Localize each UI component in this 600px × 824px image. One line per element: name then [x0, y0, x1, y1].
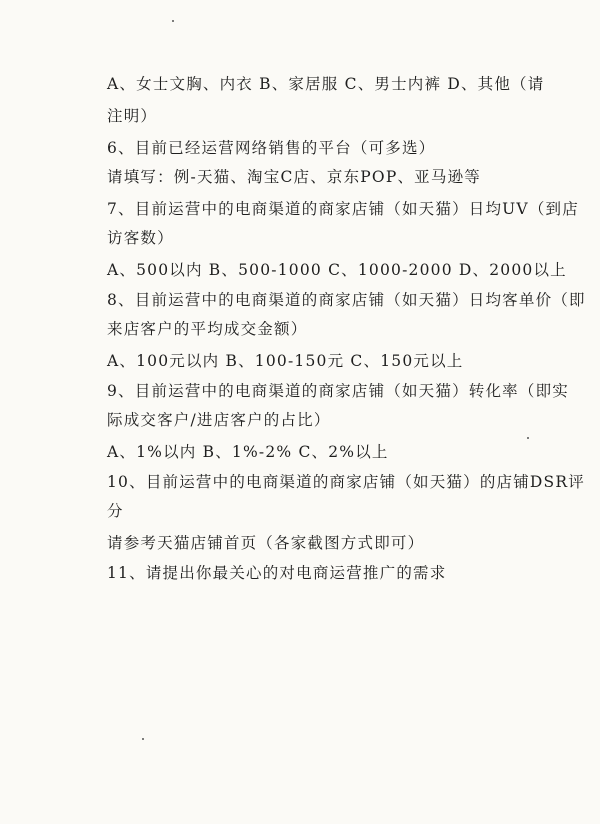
options-q7: A、500以内 B、500-1000 C、1000-2000 D、2000以上: [107, 261, 567, 279]
question-9-cont: 际成交客户/进店客户的占比）: [107, 411, 331, 429]
instruction-q10: 请参考天猫店铺首页（各家截图方式即可）: [107, 534, 425, 552]
option-line-q5: A、女士文胸、内衣 B、家居服 C、男士内裤 D、其他（请: [107, 75, 545, 93]
option-line-q5-cont: 注明）: [107, 107, 158, 125]
question-10-cont: 分: [107, 502, 124, 520]
question-9: 9、目前运营中的电商渠道的商家店铺（如天猫）转化率（即实: [107, 382, 569, 400]
options-q9: A、1%以内 B、1%-2% C、2%以上: [107, 443, 389, 461]
scan-speck: [527, 437, 529, 439]
scan-speck: [172, 20, 174, 22]
question-11: 11、请提出你最关心的对电商运营推广的需求: [107, 564, 447, 582]
question-7: 7、目前运营中的电商渠道的商家店铺（如天猫）日均UV（到店: [107, 200, 579, 218]
question-10: 10、目前运营中的电商渠道的商家店铺（如天猫）的店铺DSR评: [107, 473, 585, 491]
question-8-cont: 来店客户的平均成交金额）: [107, 320, 308, 338]
question-6: 6、目前已经运营网络销售的平台（可多选）: [107, 139, 436, 157]
instruction-q6: 请填写：例-天猫、淘宝C店、京东POP、亚马逊等: [107, 168, 481, 186]
scan-speck: [142, 738, 144, 740]
question-7-cont: 访客数）: [107, 229, 174, 247]
question-8: 8、目前运营中的电商渠道的商家店铺（如天猫）日均客单价（即: [107, 291, 586, 309]
options-q8: A、100元以内 B、100-150元 C、150元以上: [107, 352, 464, 370]
